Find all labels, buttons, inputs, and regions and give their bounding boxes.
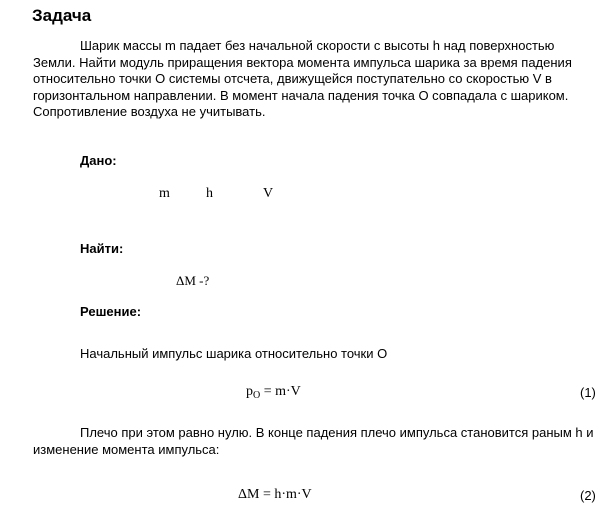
equation-1-number: (1)	[580, 385, 596, 400]
solution-line-1: Начальный импульс шарика относительно точки О	[80, 346, 388, 361]
given-var-h: h	[206, 186, 213, 201]
equation-2: ΔM = h·m·V	[238, 487, 312, 502]
given-var-m: m	[159, 186, 170, 201]
solution-paragraph-2: Плечо при этом равно нулю. В конце падения плечо импульса становится раным h и изменение момента импульса:	[33, 425, 594, 457]
page-title: Задача	[32, 6, 92, 25]
given-heading: Дано:	[80, 153, 117, 168]
find-heading: Найти:	[80, 241, 124, 256]
solution-heading: Решение:	[80, 304, 142, 319]
equation-1	[246, 384, 301, 401]
given-var-v: V	[263, 186, 274, 201]
equation-2-number: (2)	[580, 488, 596, 503]
eq1-subscript: O	[253, 390, 261, 401]
eq1-lhs: p	[246, 384, 253, 399]
find-expression: ΔM -?	[176, 273, 210, 288]
problem-statement: Шарик массы m падает без начальной скорости с высоты h над поверхностью Земли. Найти модуль приращения вектора момента импульса шарика за время падения относительно точки О системы отсчета, движущейся поступательно со скоростью V в горизонтальном направлении. В момент начала падения точка О совпадала с шариком. Сопротивление воздуха не учитывать.	[33, 38, 572, 119]
eq1-rhs: = m·V	[260, 384, 301, 399]
